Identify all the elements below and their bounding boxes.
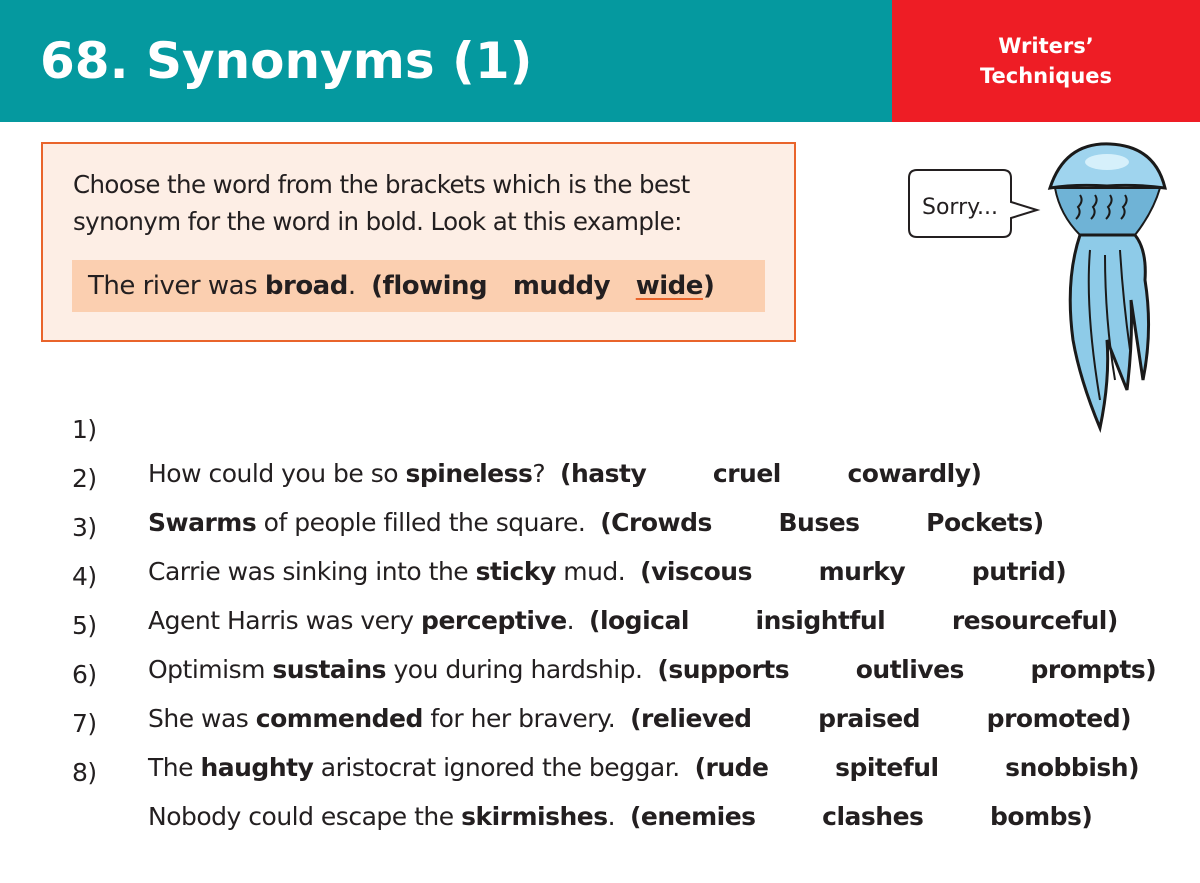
sentence-text: Carrie was sinking into the xyxy=(148,557,476,586)
question-number: 2) xyxy=(72,464,97,493)
answer-options: (relieved praised promoted) xyxy=(630,704,1132,733)
example-options: (flowing muddy xyxy=(371,271,636,301)
example-before: The river was xyxy=(88,271,265,301)
target-word: sustains xyxy=(272,655,387,684)
example-answer: wide xyxy=(635,271,703,301)
target-word: Swarms xyxy=(148,508,257,537)
sentence-text: for her bravery. xyxy=(422,704,631,733)
category-line-2: Techniques xyxy=(979,64,1113,88)
sentence-text: aristocrat ignored the beggar. xyxy=(313,753,695,782)
question-row xyxy=(0,364,1200,488)
instructions-text xyxy=(73,166,783,240)
example-bold-word: broad xyxy=(264,271,348,301)
sentence-text: The xyxy=(148,753,201,782)
sentence-text: She was xyxy=(148,704,256,733)
answer-options: (Crowds Buses Pockets) xyxy=(600,508,1044,537)
example-sentence xyxy=(72,260,765,312)
sentence-text: you during hardship. xyxy=(386,655,658,684)
sentence-text: of people filled the square. xyxy=(256,508,601,537)
page-title: 68. Synonyms (1) xyxy=(40,32,533,90)
header-bar xyxy=(0,0,1200,122)
question-number: 7) xyxy=(72,709,97,738)
question-number: 1) xyxy=(72,415,97,444)
sentence-text: Agent Harris was very xyxy=(148,606,422,635)
category-line-1: Writers’ xyxy=(998,34,1094,58)
target-word: haughty xyxy=(200,753,314,782)
answer-options: (rude spiteful snobbish) xyxy=(694,753,1140,782)
svg-text:Sorry...: Sorry... xyxy=(922,195,998,220)
question-sentence xyxy=(148,746,1139,790)
target-word: commended xyxy=(255,704,423,733)
sentence-text: . xyxy=(566,606,590,635)
question-number: 8) xyxy=(72,758,97,787)
question-number: 3) xyxy=(72,513,97,542)
answer-options: (hasty cruel cowardly) xyxy=(560,459,982,488)
target-word: spineless xyxy=(405,459,533,488)
question-number: 5) xyxy=(72,611,97,640)
example-after: . xyxy=(347,271,372,301)
sentence-text: ? xyxy=(532,459,561,488)
answer-options: (viscous murky putrid) xyxy=(640,557,1067,586)
speech-bubble xyxy=(909,170,1037,237)
example-options-close: ) xyxy=(702,271,715,301)
sentence-text: mud. xyxy=(555,557,641,586)
target-word: perceptive xyxy=(421,606,567,635)
answer-options: (logical insightful resourceful) xyxy=(589,606,1118,635)
category-tag xyxy=(892,0,1200,122)
question-number: 6) xyxy=(72,660,97,689)
answer-options: (supports outlives prompts) xyxy=(657,655,1157,684)
question-sentence xyxy=(148,795,1092,839)
sentence-text: How could you be so xyxy=(148,459,406,488)
sentence-text: . xyxy=(607,802,630,831)
instructions-line-2: synonym for the word in bold. Look at this example: xyxy=(73,207,682,236)
question-number: 4) xyxy=(72,562,97,591)
target-word: skirmishes xyxy=(461,802,608,831)
sentence-text: Nobody could escape the xyxy=(148,802,462,831)
sentence-text: Optimism xyxy=(148,655,273,684)
instructions-line-1: Choose the word from the brackets which is the best xyxy=(73,170,690,199)
target-word: sticky xyxy=(475,557,556,586)
instructions-box xyxy=(41,142,796,342)
answer-options: (enemies clashes bombs) xyxy=(629,802,1093,831)
